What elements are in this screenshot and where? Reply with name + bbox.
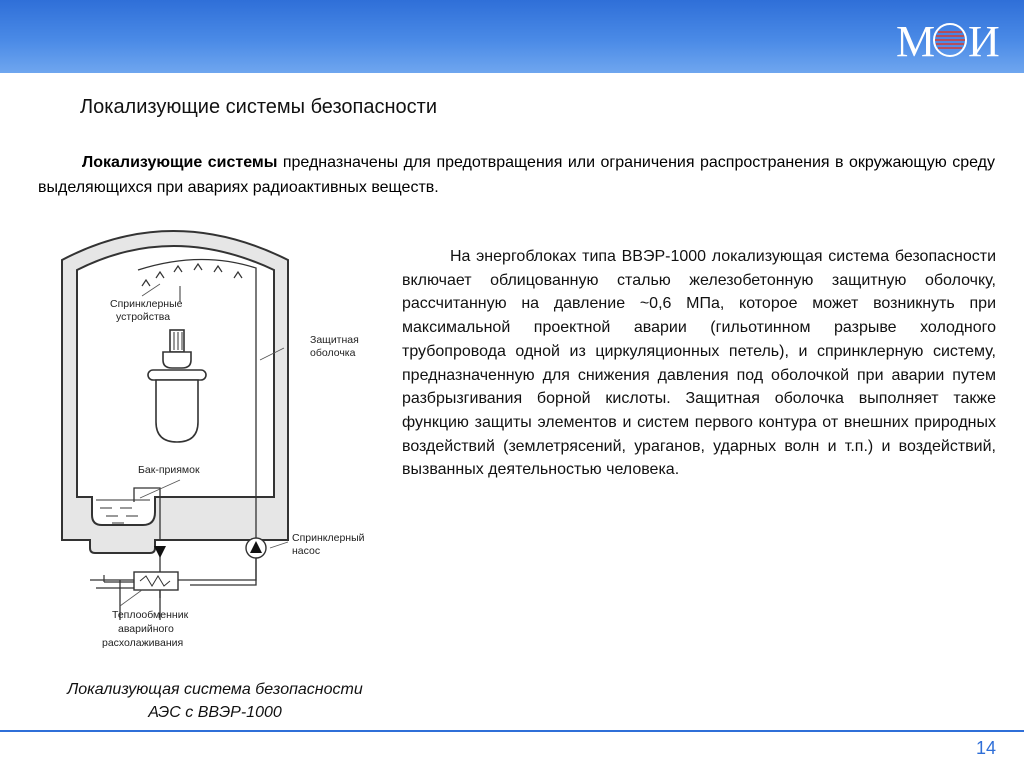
label-hx-line2: аварийного: [118, 623, 174, 635]
intro-text: предназначены для предотвращения или ограничения распространения в окружающую среду выделяющихся при авариях радиоактивных веществ.: [38, 154, 995, 196]
intro-paragraph: [38, 150, 995, 200]
label-hx-line1: Теплообменник: [112, 609, 189, 621]
caption-line-1: Локализующая система безопасности: [67, 681, 363, 698]
label-hx-line3: расхолаживания: [102, 637, 184, 649]
body-text: На энергоблоках типа ВВЭР-1000 локализующая система безопасности включает облицованную сталью железобетонную защитную оболочку, рассчитанную на давление ~0,6 МПа, которое может возникнуть при максимальной проектной аварии (гильотинном разрыве холодного трубопровода одной из циркуляционных петель), и спринклерную систему, предназначенную для снижения давления под оболочкой при аварии путем разбрызгивания борной кислоты. Защитная оболочка выполняет также функцию защиты элементов и систем первого контура от внешних природных воздействий (землетрясений, ураганов, ударных волн и т.п.) и воздействий, вызванных деятельностью человека.: [402, 248, 996, 479]
mei-logo: [892, 14, 1002, 64]
label-shell-line1: Защитная: [310, 334, 359, 346]
body-paragraph: [402, 245, 996, 482]
label-pump-line1: Спринклерный: [292, 532, 365, 544]
svg-text:И: И: [968, 17, 1000, 64]
diagram-caption: [14, 678, 416, 724]
pump-icon: [246, 538, 266, 558]
mei-logo-text: М: [896, 17, 936, 64]
slide-title: Локализующие системы безопасности: [80, 96, 438, 118]
caption-line-2: АЭС с ВВЭР-1000: [148, 704, 282, 721]
header-bar: [0, 0, 1024, 73]
mei-logo-mark: [894, 14, 1000, 64]
footer-divider: [0, 730, 1024, 732]
intro-bold-term: Локализующие системы: [82, 154, 278, 171]
page-number: 14: [975, 738, 996, 758]
containment-diagram: [30, 210, 410, 670]
label-pump-line2: насос: [292, 545, 321, 557]
containment-diagram-svg: [30, 210, 410, 670]
label-sprinklers-line1: Спринклерные: [110, 298, 183, 310]
check-valve-icon: [154, 546, 166, 558]
label-sump-tank: Бак-приямок: [138, 464, 200, 476]
heat-exchanger: [134, 572, 178, 590]
label-shell-line2: оболочка: [310, 347, 356, 359]
label-sprinklers-line2: устройства: [116, 311, 171, 323]
